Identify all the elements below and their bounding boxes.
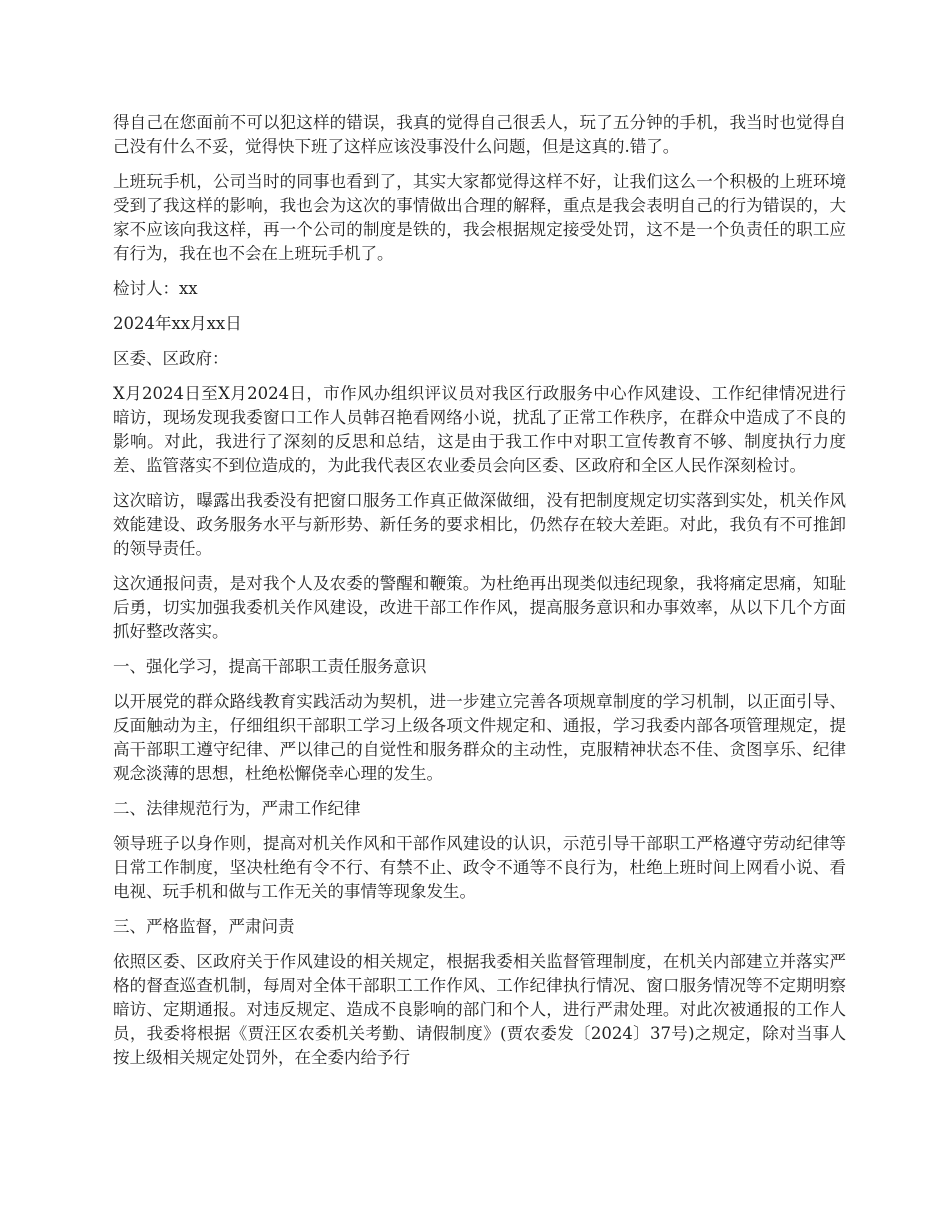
salutation: 区委、区政府： — [113, 349, 229, 368]
paragraph-exposed-problems: 这次暗访，曝露出我委没有把窗口服务工作真正做深做细，没有把制度规定切实落到实处，机关作风效能建设、政务服务水平与新形势、新任务的要求相比，仍然存在较大差距。对此，我负有不可推卸的领导责任。 — [113, 491, 846, 558]
paragraph-study: 以开展党的群众路线教育实践活动为契机，进一步建立完善各项规章制度的学习机制，以正面引导、反面触动为主，仔细组织干部职工学习上级各项文件规定和、通报，学习我委内部各项管理规定，提高干部职工遵守纪律、严以律己的自觉性和服务群众的主动性，克服精神状态不佳、贪图享乐、纪律观念淡薄的思想，杜绝松懈侥幸心理的发生。 — [113, 692, 846, 783]
document-body — [113, 111, 846, 1070]
paragraph-accountability: 这次通报问责，是对我个人及农委的警醒和鞭策。为杜绝再出现类似违纪现象，我将痛定思痛，知耻后勇，切实加强我委机关作风建设，改进干部工作作风，提高服务意识和办事效率，从以下几个方面抓好整改落实。 — [113, 574, 846, 641]
section-heading-1: 一、强化学习，提高干部职工责任服务意识 — [113, 657, 427, 676]
paragraph-inspection-finding: X月2024日至X月2024日，市作风办组织评议员对我区行政服务中心作风建设、工作纪律情况进行暗访，现场发现我委窗口工作人员韩召艳看网络小说，扰乱了正常工作秩序，在群众中造成了不良的影响。对此，我进行了深刻的反思和总结，这是由于我工作中对职工宣传教育不够、制度执行力度差、监管落实不到位造成的，为此我代表区农业委员会向区委、区政府和全区人民作深刻检讨。 — [113, 384, 846, 475]
signature-reviewer: 检讨人：xx — [113, 279, 198, 298]
paragraph-discipline: 领导班子以身作则，提高对机关作风和干部作风建设的认识，示范引导干部职工严格遵守劳动纪律等日常工作制度，坚决杜绝有令不行、有禁不止、政令不通等不良行为，杜绝上班时间上网看小说、看电视、玩手机和做与工作无关的事情等现象发生。 — [113, 834, 846, 901]
section-heading-2: 二、法律规范行为，严肃工作纪律 — [113, 799, 361, 818]
signature-date: 2024年xx月xx日 — [113, 314, 242, 333]
paragraph-apology-continuation: 得自己在您面前不可以犯这样的错误，我真的觉得自己很丢人，玩了五分钟的手机，我当时也觉得自己没有什么不妥，觉得快下班了这样应该没事没什么问题，但是这真的.错了。 — [113, 113, 846, 156]
paragraph-supervision: 依照区委、区政府关于作风建设的相关规定，根据我委相关监督管理制度，在机关内部建立并落实严格的督查巡查机制，每周对全体干部职工工作作风、工作纪律执行情况、窗口服务情况等不定期明察暗访、定期通报。对违反规定、造成不良影响的部门和个人，进行严肃处理。对此次被通报的工作人员，我委将根据《贾汪区农委机关考勤、请假制度》(贾农委发〔2024〕37号)之规定，除对当事人按上级相关规定处罚外，在全委内给予行 — [113, 952, 846, 1067]
paragraph-phone-at-work: 上班玩手机，公司当时的同事也看到了，其实大家都觉得这样不好，让我们这么一个积极的上班环境受到了我这样的影响，我也会为这次的事情做出合理的解释，重点是我会表明自己的行为错误的，大家不应该向我这样，再一个公司的制度是铁的，我会根据规定接受处罚，这不是一个负责任的职工应有行为，我在也不会在上班玩手机了。 — [113, 172, 846, 263]
section-heading-3: 三、严格监督，严肃问责 — [113, 917, 295, 936]
